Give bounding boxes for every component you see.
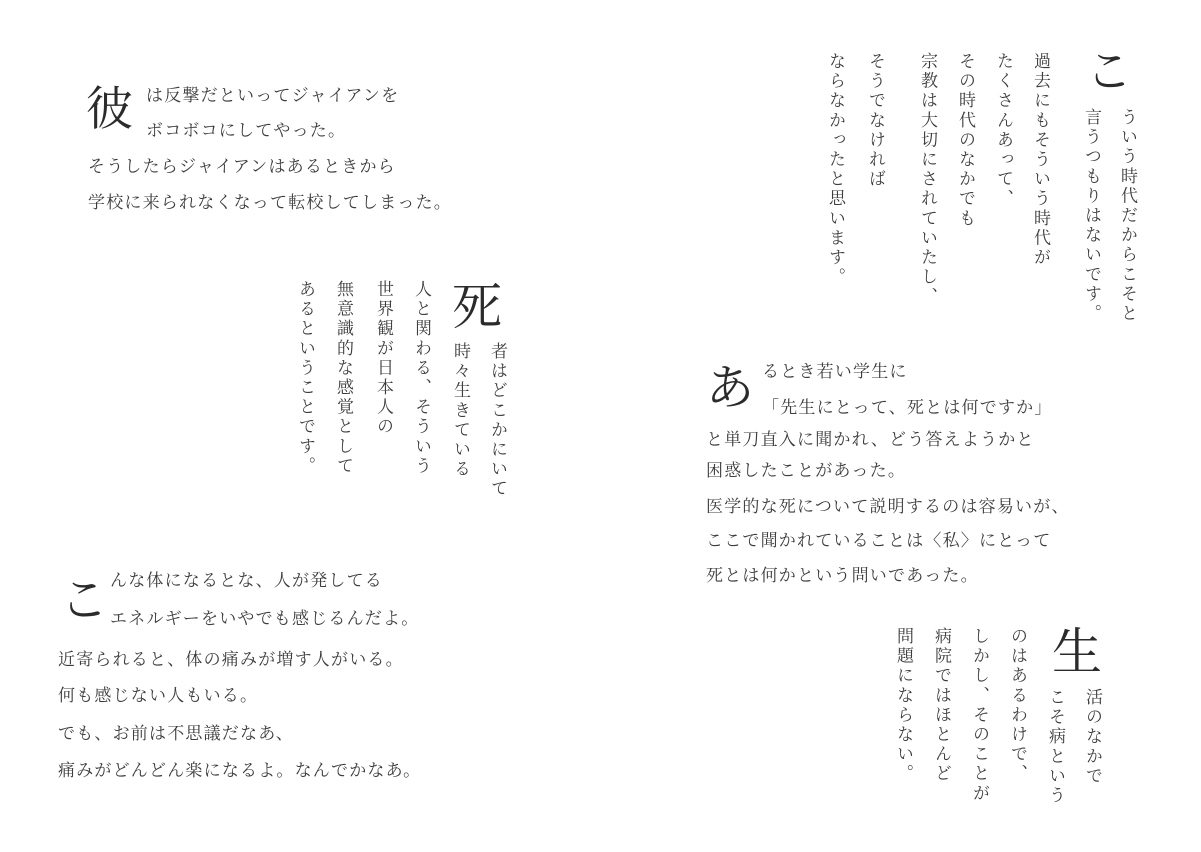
passage-3-line-2: エネルギーをいやでも感じるんだよ。	[110, 609, 420, 629]
passage-5-line-1: るとき若い学生に	[762, 362, 908, 382]
passage-2-line-1: 者はどこかにいて	[487, 342, 507, 499]
passage-3-line-1: んな体になるとな、人が発してる	[110, 571, 383, 591]
passage-6-line-5: 病院ではほとんど	[931, 627, 951, 784]
passage-4-line-2: 言うつもりはないです。	[1081, 108, 1101, 324]
passage-4-line-5: その時代のなかでも	[955, 52, 975, 229]
passage-5-line-7: 死とは何かという問いであった。	[706, 566, 979, 586]
drop-cap-kare: 彼	[86, 82, 133, 137]
passage-4-line-1: ういう時代だからこそと	[1117, 108, 1137, 324]
passage-6-line-6: 問題にならない。	[893, 627, 913, 784]
passage-3-line-6: 痛みがどんどん楽になるよ。なんでかなあ。	[58, 761, 422, 781]
passage-1-line-2: ボコボコにしてやった。	[146, 121, 347, 141]
passage-2-line-2: 時々生きている	[450, 342, 470, 480]
drop-cap-shi: 死	[452, 278, 502, 336]
passage-4-line-7: そうでなければ	[865, 52, 885, 190]
passage-1-line-4: 学校に来られなくなって転校してしまった。	[88, 193, 452, 213]
passage-3-line-3: 近寄られると、体の痛みが増す人がいる。	[58, 650, 404, 670]
passage-5-line-6: ここで聞かれていることは〈私〉にとって	[706, 531, 1052, 551]
drop-cap-ko-right: こ	[1086, 44, 1132, 98]
passage-6-line-2: こそ病という	[1045, 688, 1065, 806]
passage-2-line-4: 世界観が日本人の	[373, 280, 393, 437]
drop-cap-sei: 生	[1052, 623, 1102, 681]
passage-4-line-4: たくさんあって、	[993, 52, 1013, 209]
passage-6-line-3: のはあるわけで、	[1007, 627, 1027, 784]
passage-4-line-6: 宗教は大切にされていたし、	[917, 52, 937, 307]
passage-3-line-4: 何も感じない人もいる。	[58, 686, 259, 706]
passage-6-line-1: 活のなかで	[1082, 688, 1102, 786]
passage-3-line-5: でも、お前は不思議だなあ、	[58, 724, 294, 744]
passage-2-line-5: 無意識的な感覚として	[333, 280, 353, 476]
passage-5-line-5: 医学的な死について説明するのは容易いが、	[706, 497, 1070, 517]
passage-4-line-3: 過去にもそういう時代が	[1030, 52, 1050, 268]
passage-5-line-3: と単刀直入に聞かれ、どう答えようかと	[706, 430, 1035, 450]
drop-cap-ko-left: こ	[60, 572, 109, 628]
passage-4-line-8: ならなかったと思います。	[825, 52, 845, 288]
passage-5-line-4: 困惑したことがあった。	[706, 461, 907, 481]
passage-2-line-6: あるということです。	[295, 280, 315, 476]
passage-1-line-3: そうしたらジャイアンはあるときから	[88, 157, 396, 177]
passage-1-line-1: は反撃だといってジャイアンを	[146, 86, 400, 106]
passage-5-line-2: 「先生にとって、死とは何ですか」	[762, 398, 1053, 418]
passage-6-line-4: しかし、そのことが	[969, 627, 989, 804]
passage-2-line-3: 人と関わる、そういう	[411, 280, 431, 476]
drop-cap-a: あ	[706, 360, 755, 416]
